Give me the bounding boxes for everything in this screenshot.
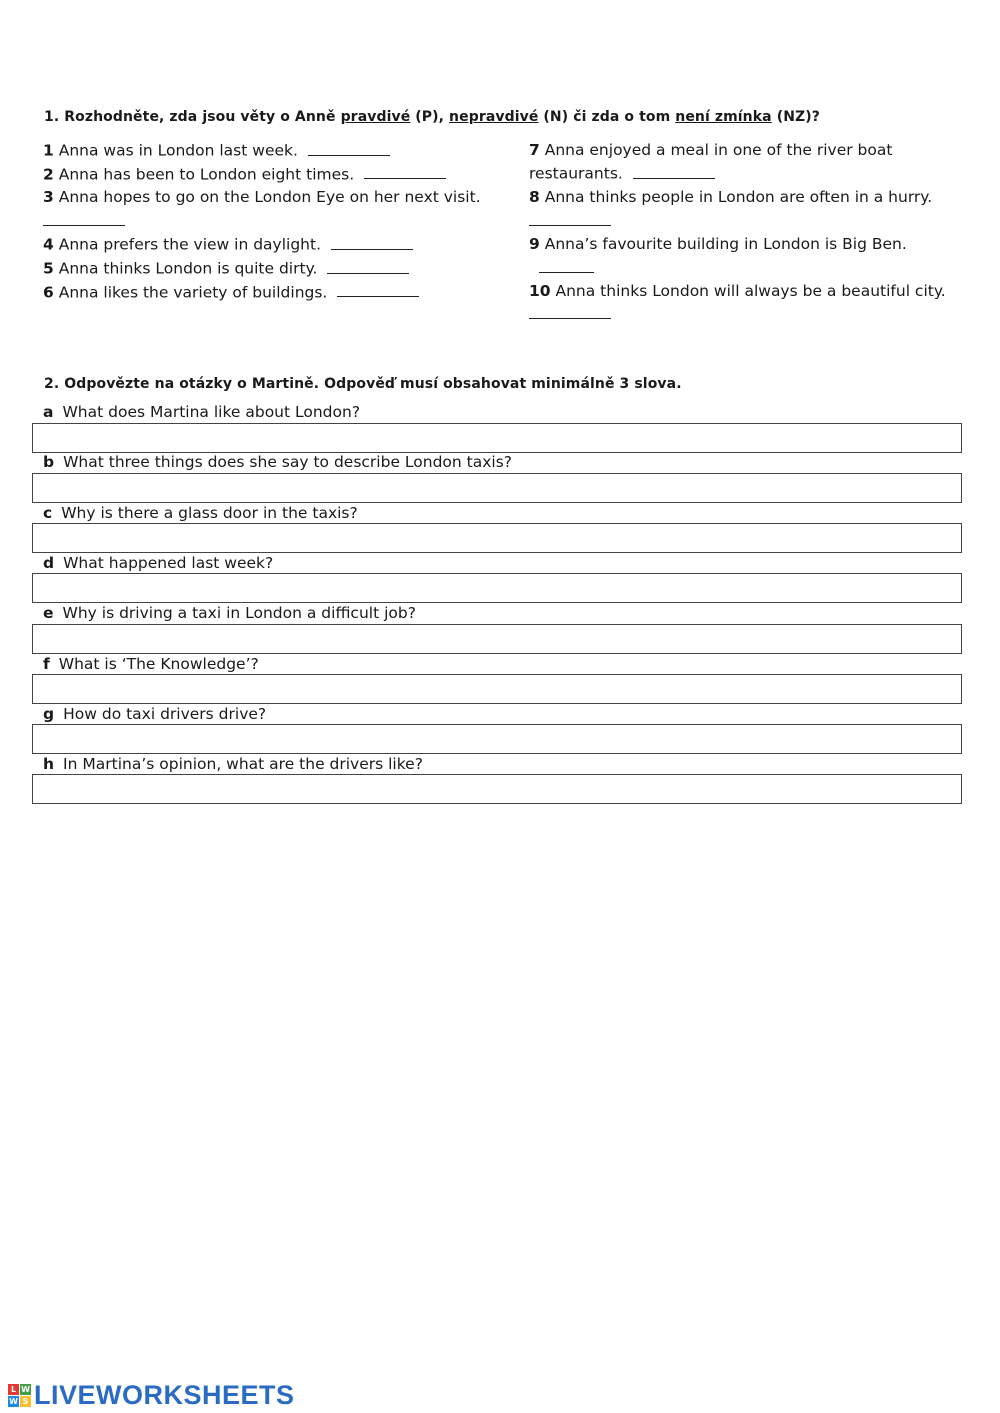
answer-blank[interactable] [337,281,419,298]
question-h: h In Martina’s opinion, what are the drivers like? [43,755,423,773]
section-2-title: 2. Odpovězte na otázky o Martině. Odpověď musí obsahovat minimálně 3 slova. [44,376,682,392]
liveworksheets-logo [8,1380,295,1411]
answer-blank[interactable] [529,209,611,226]
statement-4: 4 Anna prefers the view in daylight. [43,233,513,257]
statements-left-column [43,139,513,304]
answer-box-f[interactable] [32,674,962,704]
answer-blank[interactable] [308,139,390,156]
false-word: nepravdivé [449,109,539,125]
question-b: b What three things does she say to describe London taxis? [43,453,513,471]
answer-blank[interactable] [633,162,715,179]
statement-1: 1 Anna was in London last week. [43,139,513,163]
answer-box-g[interactable] [32,724,962,754]
logo-icon [8,1384,31,1407]
statement-3: 3 Anna hopes to go on the London Eye on her next visit. [43,186,513,233]
question-g: g How do taxi drivers drive? [43,705,267,723]
statement-9: 9 Anna’s favourite building in London is Big Ben. [529,233,969,280]
statement-8: 8 Anna thinks people in London are often in a hurry. [529,186,969,233]
logo-text: LIVEWORKSHEETS [34,1380,295,1410]
answer-box-e[interactable] [32,624,962,654]
logo-tile: S [20,1396,31,1407]
answer-blank[interactable] [331,233,413,250]
answer-box-b[interactable] [32,473,962,503]
statement-2: 2 Anna has been to London eight times. [43,163,513,187]
statement-10: 10 Anna thinks London will always be a beautiful city. [529,280,969,327]
logo-tile: W [21,1385,30,1394]
statements-right-column [529,139,969,327]
answer-blank[interactable] [529,303,611,320]
question-d: d What happened last week? [43,554,274,572]
answer-blank[interactable] [43,210,125,227]
question-f: f What is ‘The Knowledge’? [43,655,259,673]
question-e: e Why is driving a taxi in London a difficult job? [43,604,416,622]
question-a: a What does Martina like about London? [43,403,361,421]
answer-blank[interactable] [364,163,446,180]
question-c: c Why is there a glass door in the taxis? [43,504,358,522]
not-mentioned-word: není zmínka [675,109,772,125]
answer-blank[interactable] [539,256,594,273]
answer-box-h[interactable] [32,774,962,804]
section-1-title: 1. Rozhodněte, zda jsou věty o Anně pravdivé (P), nepravdivé (N) či zda o tom není zmínka (NZ)? [44,109,820,125]
answer-blank[interactable] [327,257,409,274]
answer-box-c[interactable] [32,523,962,553]
answer-box-d[interactable] [32,573,962,603]
statement-6: 6 Anna likes the variety of buildings. [43,281,513,305]
statement-7: 7 Anna enjoyed a meal in one of the river boat restaurants. [529,141,893,183]
true-word: pravdivé [340,109,411,125]
statement-5: 5 Anna thinks London is quite dirty. [43,257,513,281]
logo-tile: L [8,1384,19,1395]
logo-tile: W [9,1397,18,1406]
answer-box-a[interactable] [32,423,962,453]
